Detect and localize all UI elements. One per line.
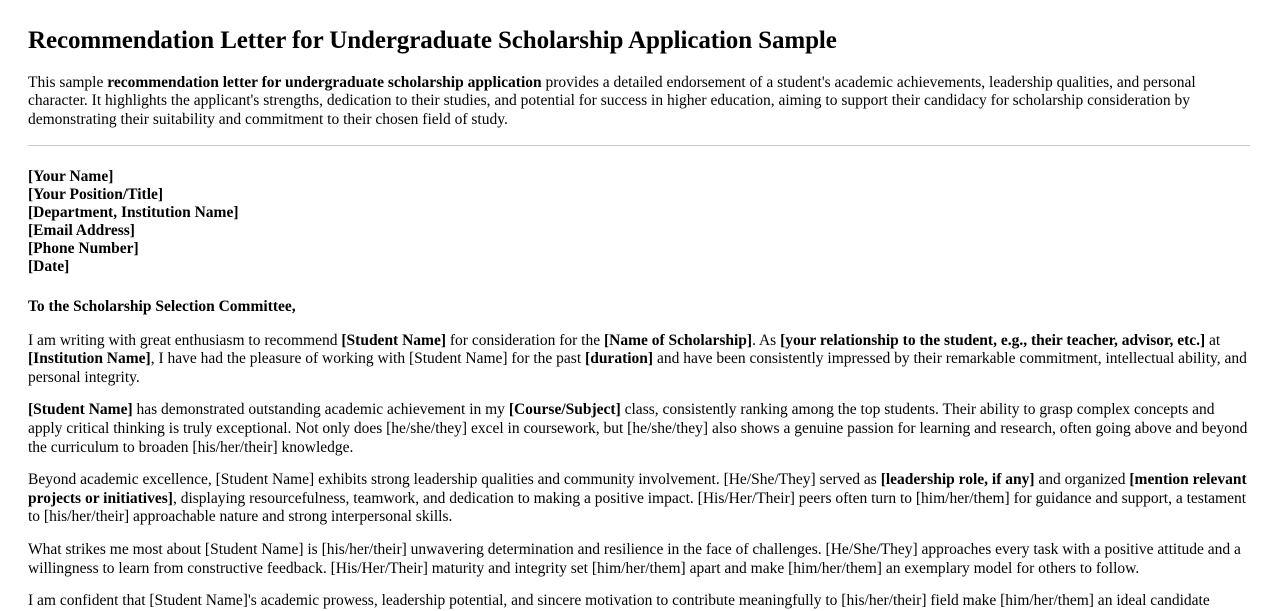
letter-paragraph: I am writing with great enthusiasm to recommend [Student Name] for consideration for the [Name of Scholarship]. As [your relationship to the student, e.g., their teacher, advisor, etc.] at [Institution Name], I have had the pleasure of working with [Student Name] for the past [duration] and have been consistently impressed by their remarkable commitment, intellectual ability, and personal integrity. (28, 331, 1247, 386)
document-intro: This sample recommendation letter for undergraduate scholarship application provides a detailed endorsement of a student's academic achievements, leadership qualities, and personal character. It highlights the applicant's strengths, dedication to their studies, and potential for success in higher education, aiming to support their candidacy for scholarship consideration by demonstrating their suitability and commitment to their chosen field of study. (28, 74, 1196, 128)
sender-address-block (28, 168, 1250, 276)
address-line: [Date] (28, 257, 70, 275)
address-line: [Your Name] (28, 167, 114, 185)
section-divider (28, 145, 1250, 146)
address-line: [Department, Institution Name] (28, 203, 239, 221)
address-line: [Your Position/Title] (28, 185, 164, 203)
letter-paragraph: [Student Name] has demonstrated outstanding academic achievement in my [Course/Subject] class, consistently ranking among the top students. Their ability to grasp complex concepts and apply critical thinking is truly exceptional. Not only does [he/she/they] excel in coursework, but [he/she/they] also shows a genuine passion for learning and research, often going above and beyond the curriculum to broaden [his/her/their] knowledge. (28, 401, 1248, 456)
letter-paragraph: Beyond academic excellence, [Student Name] exhibits strong leadership qualities and community involvement. [He/She/They] served as [leadership role, if any] and organized [mention relevant projects or initiatives], displaying resourcefulness, teamwork, and dedication to making a positive impact. [His/Her/Their] peers often turn to [him/her/them] for guidance and support, a testament to [his/her/their] approachable nature and strong interpersonal skills. (28, 471, 1247, 526)
letter-paragraph: I am confident that [Student Name]'s academic prowess, leadership potential, and sincere motivation to contribute meaningfully to [his/her/their] field make [him/her/them] an ideal candidate (28, 592, 1210, 610)
letter-paragraph: What strikes me most about [Student Name] is [his/her/their] unwavering determination and resilience in the face of challenges. [He/She/They] approaches every task with a positive attitude and a willingness to learn from constructive feedback. [His/Her/Their] maturity and integrity set [him/her/them] apart and make [him/her/them] an exemplary model for others to follow. (28, 541, 1241, 577)
address-line: [Email Address] (28, 221, 135, 239)
salutation: To the Scholarship Selection Committee, (28, 297, 296, 315)
page-title: Recommendation Letter for Undergraduate Scholarship Application Sample (28, 27, 837, 54)
address-line: [Phone Number] (28, 239, 139, 257)
